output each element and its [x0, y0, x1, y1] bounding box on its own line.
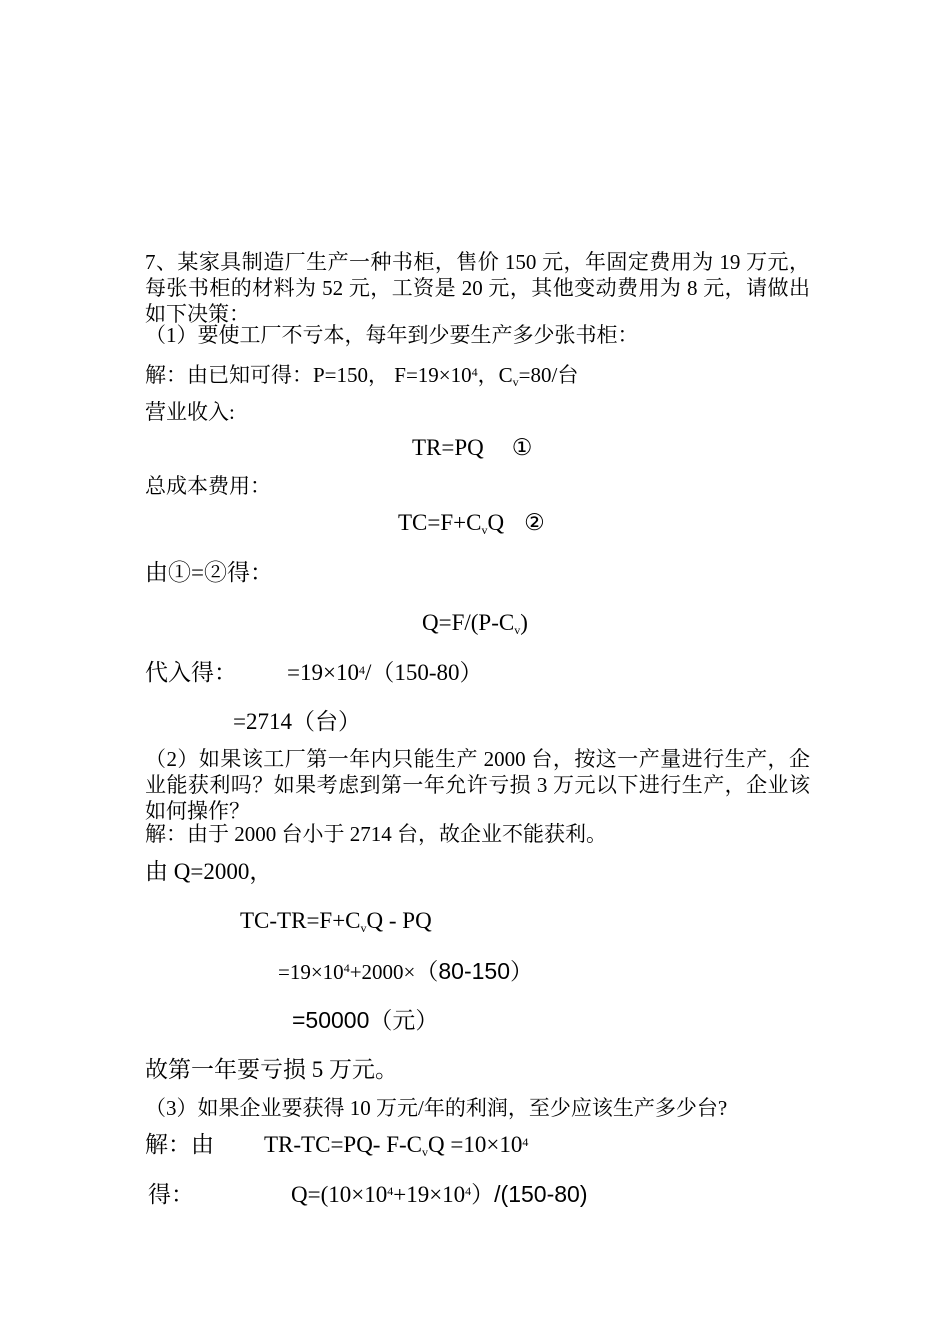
q-c: ）/(150-80): [471, 1181, 588, 1207]
known-prefix: 解：由已知可得：P=150， F=19×10: [145, 363, 472, 387]
part2-line-3: =50000（元）: [292, 1007, 439, 1033]
line1-prefix: TC-TR=F+C: [240, 908, 361, 933]
q-exponent-1: 4: [387, 1184, 394, 1198]
tr-formula-text: TR=PQ: [412, 435, 484, 460]
known-exponent: 4: [471, 365, 478, 379]
part2-line-2: [278, 958, 533, 985]
line2-exponent: 4: [343, 961, 350, 975]
question-1: （1）要使工厂不亏本，每年到少要生产多少张书柜：: [145, 323, 639, 347]
line2-suffix: （80-150）: [415, 958, 533, 984]
part3-equation: [145, 1132, 528, 1161]
equation-mark-1: ①: [511, 435, 533, 460]
q-a: Q=(10×10: [291, 1182, 388, 1207]
substitute-line: [145, 660, 483, 686]
eq-exponent: 4: [522, 1135, 529, 1149]
substitute-prefix: =19×10: [287, 660, 359, 685]
substitute-label: 代入得：: [145, 660, 237, 685]
known-mid: ，C: [477, 363, 513, 387]
eq-prefix: TR-TC=PQ- F-C: [264, 1132, 423, 1157]
part3-result: [148, 1181, 588, 1208]
tc-prefix: TC=F+C: [398, 510, 482, 535]
question-2: （2）如果该工厂第一年内只能生产 2000 台，按这一产量进行生产，企业能获利吗？如果考虑到第一年允许亏损 3 万元以下进行生产，企业该如何操作？: [145, 747, 810, 823]
revenue-label: 营业收入:: [145, 400, 235, 424]
known-subscript: v: [512, 375, 519, 389]
eq-mid: Q =10×10: [428, 1132, 523, 1157]
substitute-exponent: 4: [358, 663, 365, 677]
tr-formula: [412, 435, 532, 461]
eq-subscript: v: [422, 1145, 429, 1159]
line1-subscript: v: [360, 921, 367, 935]
tc-subscript: v: [481, 523, 488, 537]
question-3: （3）如果企业要获得 10 万元/年的利润，至少应该生产多少台?: [145, 1096, 728, 1120]
part2-given: 由 Q=2000，: [145, 859, 273, 884]
equation-mark-2: ②: [524, 510, 545, 535]
known-values: [145, 362, 578, 391]
tc-formula: [398, 510, 545, 539]
line2-mid: +2000×: [349, 960, 416, 984]
problem-intro: 7、某家具制造厂生产一种书柜，售价 150 元，年固定费用为 19 万元，每张书柜的材料为 52 元，工资是 20 元，其他变动费用为 8 元，请做出如下决策：: [145, 250, 810, 326]
substitute-suffix: /（150-80）: [364, 660, 483, 685]
part1-result: =2714（台）: [233, 709, 361, 734]
equate-label: 由①=②得：: [145, 560, 273, 585]
line2-prefix: =19×10: [278, 960, 344, 984]
q-formula: [422, 610, 528, 639]
q-subscript: v: [514, 623, 521, 637]
q-b: +19×10: [393, 1182, 466, 1207]
part2-answer: 解：由于 2000 台小于 2714 台，故企业不能获利。: [145, 822, 607, 846]
q-prefix: Q=F/(P-C: [422, 610, 515, 635]
part2-conclusion: 故第一年要亏损 5 万元。: [145, 1057, 398, 1082]
q-suffix: ): [520, 610, 528, 635]
solve-label: 解：由: [145, 1132, 214, 1157]
get-label: 得：: [148, 1182, 194, 1207]
line1-suffix: Q - PQ: [366, 908, 432, 933]
part2-line-1: [240, 908, 432, 937]
known-suffix: =80/台: [518, 363, 579, 387]
tc-suffix: Q: [487, 510, 505, 535]
cost-label: 总成本费用：: [145, 474, 271, 498]
q-exponent-2: 4: [465, 1184, 472, 1198]
